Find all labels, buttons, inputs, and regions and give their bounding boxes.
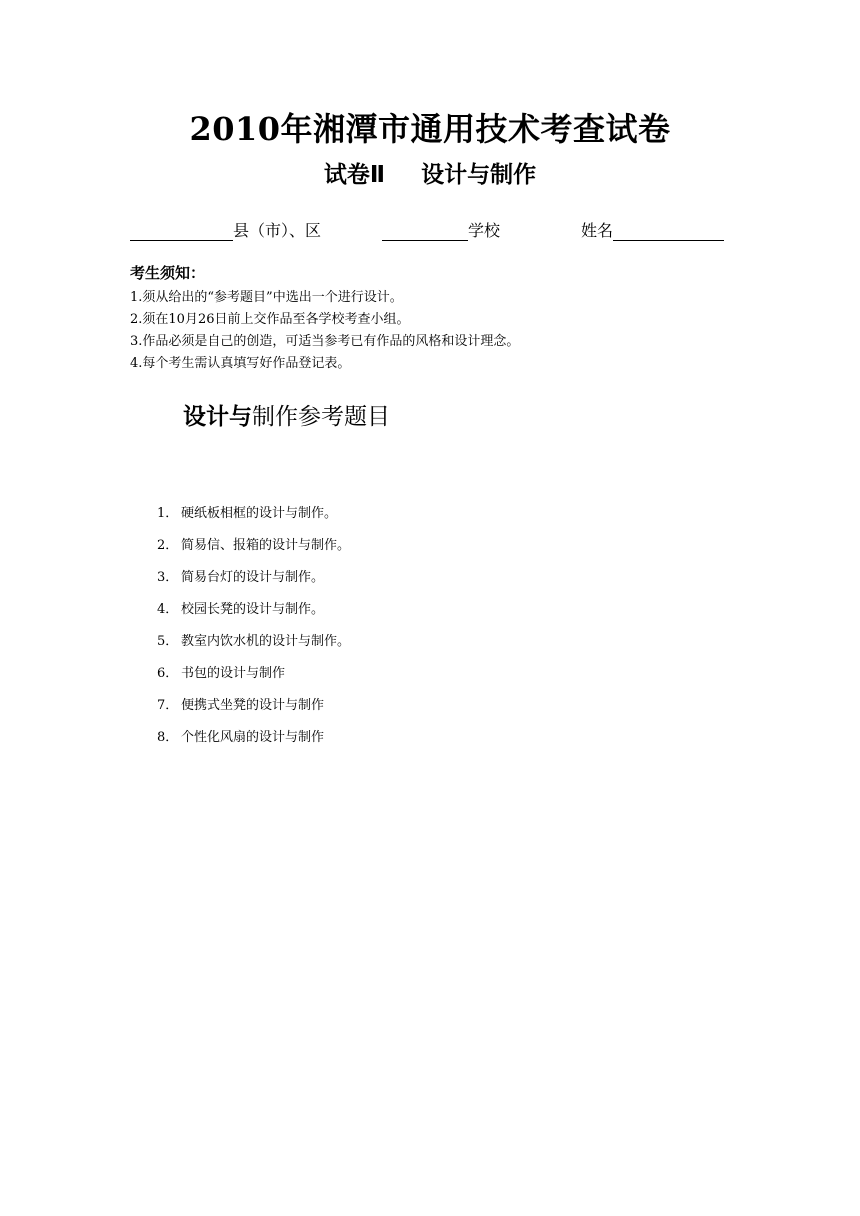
county-field[interactable] <box>130 218 321 240</box>
notice-item: 2.须在10月26日前上交作品至各学校考查小组。 <box>130 312 410 327</box>
topic-number: 6． <box>157 666 179 681</box>
name-field[interactable] <box>581 218 724 240</box>
topic-text: 简易信、报箱的设计与制作。 <box>181 538 351 553</box>
topic-item <box>157 599 350 631</box>
school-blank[interactable] <box>382 222 468 241</box>
page-title: 2010年湘潭市通用技术考查试卷 <box>189 110 671 148</box>
name-label: 姓名 <box>581 221 614 240</box>
school-field[interactable] <box>382 218 500 240</box>
topic-item <box>157 695 350 727</box>
topic-item <box>157 567 350 599</box>
topic-list <box>157 503 350 759</box>
notice-item: 4.每个考生需认真填写好作品登记表。 <box>130 356 351 371</box>
subtitle-section-name: 设计与制作 <box>421 162 537 188</box>
notice-item: 3.作品必须是自己的创造，可适当参考已有作品的风格和设计理念。 <box>130 334 520 349</box>
topics-heading-normal: 制作参考题目 <box>252 404 390 430</box>
notice-list <box>130 287 519 375</box>
topic-item <box>157 535 350 567</box>
topic-item <box>157 631 350 663</box>
topic-item <box>157 663 350 695</box>
topic-text: 硬纸板相框的设计与制作。 <box>181 506 338 521</box>
topic-number: 8． <box>157 730 179 745</box>
topic-item <box>157 727 350 759</box>
school-label: 学校 <box>468 221 501 240</box>
topic-text: 便携式坐凳的设计与制作 <box>181 698 325 713</box>
county-label: 县（市）、区 <box>233 221 322 240</box>
topics-heading-bold: 设计与 <box>183 404 252 430</box>
topic-item <box>157 503 350 535</box>
topic-text: 教室内饮水机的设计与制作。 <box>181 634 351 649</box>
notice-item: 1.须从给出的“参考题目”中选出一个进行设计。 <box>130 290 403 305</box>
page-subtitle <box>0 156 860 189</box>
topic-number: 5． <box>157 634 179 649</box>
topic-number: 2． <box>157 538 179 553</box>
county-blank[interactable] <box>130 222 233 241</box>
topic-number: 1． <box>157 506 179 521</box>
topic-text: 个性化风扇的设计与制作 <box>181 730 325 745</box>
topic-text: 书包的设计与制作 <box>181 666 286 681</box>
subtitle-paper-number: 试卷Ⅱ <box>323 162 386 188</box>
topic-number: 7． <box>157 698 179 713</box>
name-blank[interactable] <box>613 222 724 241</box>
topics-heading <box>183 398 390 431</box>
topic-text: 校园长凳的设计与制作。 <box>181 602 325 617</box>
notice-heading: 考生须知： <box>130 264 206 282</box>
topic-number: 4． <box>157 602 179 617</box>
topic-number: 3． <box>157 570 179 585</box>
topic-text: 简易台灯的设计与制作。 <box>181 570 325 585</box>
